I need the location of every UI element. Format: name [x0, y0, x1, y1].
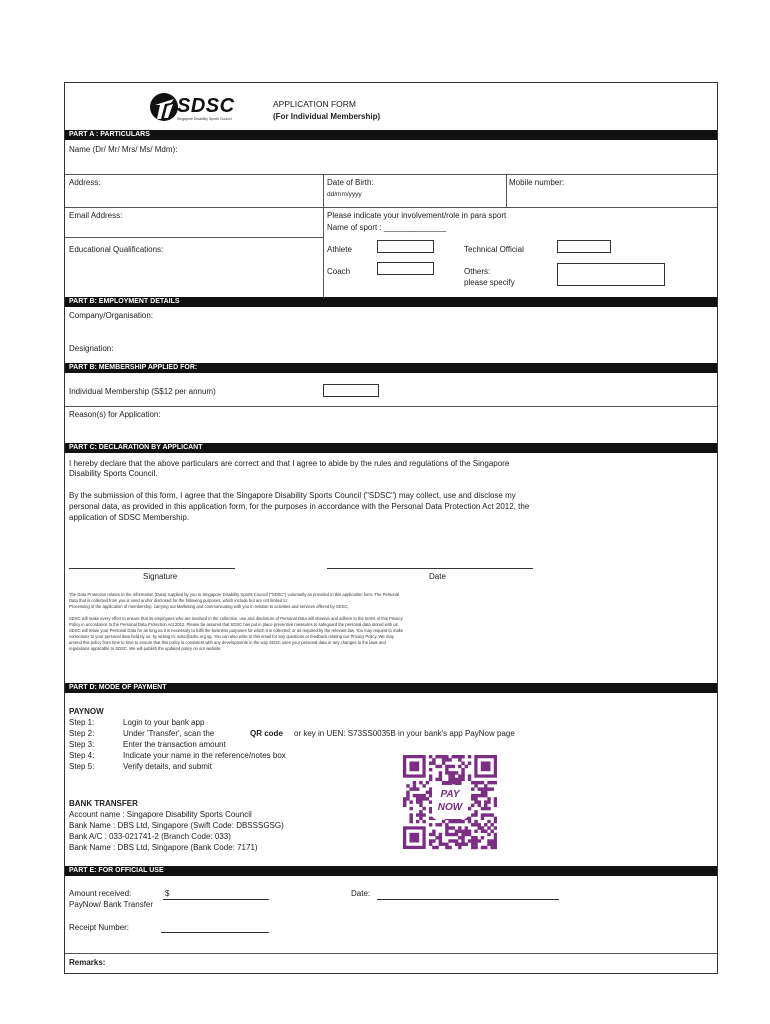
part-b-employment-heading: PART B: EMPLOYMENT DETAILS [65, 297, 717, 307]
coach-label: Coach [327, 267, 351, 276]
divider [65, 174, 717, 175]
data-protection-text: regulations applicable to SDSC. We will publish the updated policy on our website. [69, 646, 222, 651]
divider [506, 174, 507, 207]
paynow-logo-text: PAY [440, 789, 460, 800]
bank-transfer-title: BANK TRANSFER [69, 799, 138, 808]
designation-label: Designation: [69, 344, 114, 353]
data-protection-text: Processing of the application of membership, carrying out Marketing and communicating with you in relation to activities and services offered by SDSC; [69, 604, 349, 609]
technical-official-checkbox[interactable] [557, 240, 611, 253]
form-title: APPLICATION FORM [273, 99, 356, 109]
paynow-qr-code[interactable] [403, 749, 497, 855]
membership-checkbox[interactable] [323, 384, 379, 397]
signature-line[interactable] [69, 568, 235, 569]
others-field[interactable] [557, 263, 665, 286]
step-text: Verify details, and submit [123, 762, 212, 771]
qr-code-label: QR code [250, 729, 283, 738]
divider [323, 174, 324, 297]
application-form [64, 82, 718, 974]
logo-tagline: Singapore Disability Sports Council [177, 117, 232, 121]
coach-checkbox[interactable] [377, 262, 434, 275]
step-label: Step 5: [69, 762, 95, 771]
official-date-field[interactable] [377, 899, 559, 900]
step-text: Login to your bank app [123, 718, 205, 727]
declaration-line: Disability Sports Council. [69, 469, 158, 478]
bank-name: Bank Name : DBS Ltd, Singapore (Swift Code: DBSSSGSG) [69, 821, 284, 830]
sport-name-label: Name of sport : ______________ [327, 223, 447, 232]
dob-format: dd/mm/yyyy [327, 191, 362, 198]
reason-label: Reason(s) for Application: [69, 410, 161, 419]
logo-text: SDSC [177, 95, 235, 117]
email-label: Email Address: [69, 211, 123, 220]
part-b-membership-heading: PART B: MEMBERSHIP APPLIED FOR: [65, 363, 717, 373]
paynow-title: PAYNOW [69, 707, 104, 716]
paynow-logo [432, 785, 468, 819]
declaration-line: application of SDSC Membership. [69, 513, 190, 522]
involvement-label: Please indicate your involvement/role in para sport [327, 211, 507, 220]
data-protection-text: SDSC will make every effort to ensure that its employees who are involved in the collection, use and disclosure of Personal Data will observe and adhere to the terms of this Privacy [69, 616, 403, 621]
part-d-heading: PART D: MODE OF PAYMENT [65, 683, 717, 693]
step-text: Under 'Transfer', scan the [123, 729, 215, 738]
paynow-bank-label: PayNow/ Bank Transfer [69, 900, 154, 909]
data-protection-text: amend this policy from time to time to ensure that this policy is consistent with any developments in the way SDSC uses your personal data or any changes to the laws and [69, 640, 386, 645]
technical-official-label: Technical Official [464, 245, 524, 254]
sdsc-logo [147, 91, 263, 125]
others-label: Others: [464, 267, 491, 276]
data-protection-text: SDSC will retain your Personal Data for as long as it is necessary to fulfil the business purposes for which it is collected, or as required by the relevant law. You may request to make [69, 628, 404, 633]
divider [65, 237, 323, 238]
bank-name: Bank Name : DBS Ltd, Singapore (Bank Code: 7171) [69, 843, 258, 852]
step-label: Step 4: [69, 751, 95, 760]
company-label: Company/Organisation: [69, 311, 154, 320]
divider [65, 953, 717, 954]
step-label: Step 2: [69, 729, 95, 738]
others-specify-label: please specify [464, 278, 515, 287]
account-name: Account name : Singapore Disability Sports Council [69, 810, 252, 819]
declaration-line: By the submission of this form, I agree that the Singapore Disability Sports Council ("SDSC") may collect, use and disclose my [69, 491, 516, 500]
data-protection-text: corrections to your personal data held by us, by writing to: sdsc@sdsc.org.sg. You can also write to this email for any questions or feedback relating our Privacy Policy. We may [69, 634, 394, 639]
date-line[interactable] [327, 568, 533, 569]
name-label: Name (Dr/ Mr/ Mrs/ Ms/ Mdm): [69, 145, 178, 154]
data-protection-text: Data that is collected from you is used and/or disclosed for the following purposes, which include but are not limited to: [69, 598, 289, 603]
date-label: Date [429, 572, 446, 581]
paynow-logo-text: NOW [437, 802, 463, 813]
education-label: Educational Qualifications: [69, 245, 164, 254]
receipt-label: Receipt Number: [69, 923, 130, 932]
athlete-label: Athlete [327, 245, 352, 254]
amount-label: Amount received: [69, 889, 132, 898]
athlete-checkbox[interactable] [377, 240, 434, 253]
address-label: Address: [69, 178, 101, 187]
receipt-field[interactable] [161, 932, 269, 933]
part-e-heading: PART E: FOR OFFICIAL USE [65, 866, 717, 876]
divider [65, 207, 717, 208]
declaration-line: I hereby declare that the above particulars are correct and that I agree to abide by the rules and regulations of the Singapore [69, 459, 510, 468]
declaration-line: personal data, as provided in this application form, for the purposes in accordance with the Personal Data Protection Act 2012, the [69, 502, 530, 511]
step-text: Enter the transaction amount [123, 740, 226, 749]
membership-label: Individual Membership (S$12 per annum) [69, 387, 216, 396]
uen-text: or key in UEN: S73SS0035B in your bank's app PayNow page [294, 729, 515, 738]
amount-prefix: $ [165, 889, 170, 898]
step-text: Indicate your name in the reference/notes box [123, 751, 286, 760]
dob-label: Date of Birth: [327, 178, 374, 187]
official-date-label: Date: [351, 889, 371, 898]
step-label: Step 1: [69, 718, 95, 727]
data-protection-text: Policy in accordance to the Personal Data Protection Act 2012. Please be assured that SDSC has put in place preventive measures to safeguard the personal data stored with us. [69, 622, 399, 627]
mobile-label: Mobile number: [509, 178, 565, 187]
form-subtitle: (For Individual Membership) [273, 112, 381, 121]
part-c-heading: PART C: DECLARATION BY APPLICANT [65, 443, 717, 453]
remarks-label: Remarks: [69, 958, 106, 967]
data-protection-text: The Data Protection relates to the information (Data) supplied by you to Singapore Disability Sports Council ("SDSC") voluntarily as provided in this application form. The Personal [69, 592, 400, 597]
part-a-heading: PART A : PARTICULARS [65, 130, 717, 140]
amount-field[interactable] [163, 899, 269, 900]
bank-account: Bank A/C : 033-021741-2 (Branch Code: 033) [69, 832, 231, 841]
divider [65, 406, 717, 407]
signature-label: Signature [143, 572, 178, 581]
step-label: Step 3: [69, 740, 95, 749]
